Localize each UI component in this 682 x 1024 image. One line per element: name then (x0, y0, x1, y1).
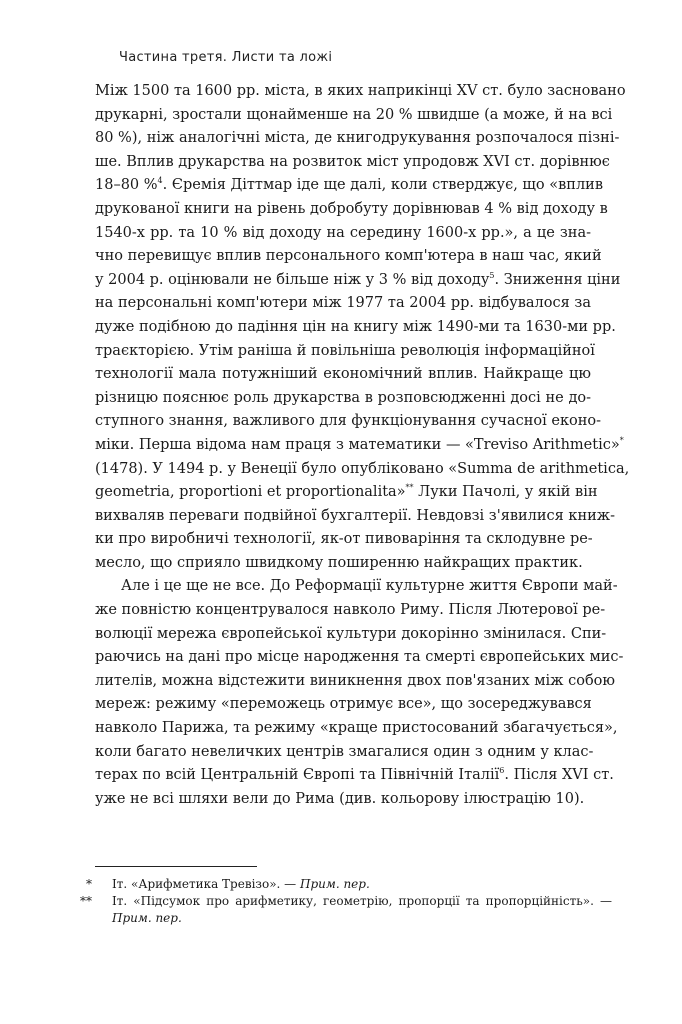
text-line: технології мала потужніший економічний вплив. Найкраще цю (95, 366, 591, 383)
text-line: волюції мережа європейської культури докорінно змінилася. Спи- (95, 625, 607, 642)
text-line: друкарні, зростали щонайменше на 20 % швидше (а може, й на всі (95, 106, 613, 123)
footnote-line (112, 876, 612, 893)
text-line: ки про виробничі технології, як-от пивоваріння та склодувне ре- (95, 531, 593, 548)
footnotes (72, 876, 612, 927)
text-line: різницю пояснює роль друкарства в розповсюдженні досі не до- (95, 389, 591, 406)
text-line: мереж: режиму «переможець отримує все», що зосереджувався (95, 696, 592, 713)
text-line: ступного знання, важливого для функціонування сучасної еконо- (95, 413, 602, 430)
footnote-body (112, 876, 612, 893)
footnote-ref-1: * (619, 436, 624, 446)
text-fragment: у 2004 р. оцінювали не більше ніж у 3 % від доходу (95, 271, 490, 288)
text-line: 1540-х рр. та 10 % від доходу на середину 1600-х рр.», а це зна- (95, 224, 591, 241)
body-text (95, 80, 630, 811)
footnote-line (112, 910, 612, 927)
text-line (95, 434, 624, 458)
text-line: траєкторією. Утім раніша й повільніша революція інформаційної (95, 342, 595, 359)
translator-note: Прим. пер. (300, 877, 370, 891)
endnote-ref-6: 6 (499, 766, 505, 776)
footnote-separator (95, 866, 257, 867)
text-line: Але і це ще не все. До Реформації культурне життя Європи май- (121, 578, 618, 595)
text-line: ше. Вплив друкарства на розвиток міст упродовж XVI ст. дорівнює (95, 153, 610, 170)
text-line: (1478). У 1494 р. у Венеції було опубліковано «Summa de arithmetica, (95, 460, 630, 477)
endnote-ref-5: 5 (489, 270, 495, 280)
text-line (95, 764, 614, 788)
translator-note: Прим. пер. (112, 911, 182, 925)
text-fragment: . Зниження ціни (494, 271, 621, 288)
text-line: друкованої книги на рівень добробуту дорівнював 4 % від доходу в (95, 200, 608, 217)
text-fragment: 18–80 % (95, 177, 158, 194)
running-head: Частина третя. Листи та ложі (119, 50, 333, 65)
text-fragment: терах по всій Центральній Європі та Північній Італії (95, 767, 500, 784)
text-fragment: . Після XVI ст. (504, 767, 614, 784)
text-fragment: . Єремія Діттмар іде ще далі, коли стверджує, що «вплив (162, 177, 603, 194)
text-line: раючись на дані про місце народження та смерті європейських мис- (95, 649, 624, 666)
text-fragment: Луки Пачолі, у якій він (413, 484, 598, 501)
footnote-text: Іт. «Арифметика Тревізо». — (112, 877, 300, 891)
text-line: же повністю концентрувалося навколо Риму. Після Лютерової ре- (95, 602, 606, 619)
text-line: уже не всі шляхи вели до Рима (див. кольорову ілюстрацію 10). (95, 790, 585, 807)
footnote-mark: ** (80, 894, 92, 908)
paragraph-1 (95, 80, 630, 575)
text-line: вихваляв переваги подвійної бухгалтерії. Невдовзі з'явилися книж- (95, 507, 616, 524)
footnote-mark: * (86, 877, 92, 891)
paragraph-2 (95, 575, 624, 811)
text-line: на персональні комп'ютери між 1977 та 2004 рр. відбувалося за (95, 295, 591, 312)
text-fragment: geometria, proportioni et proportionalita» (95, 484, 406, 501)
footnote-1 (72, 876, 612, 893)
text-line: чно перевищує вплив персонального комп'ютера в наш час, який (95, 248, 602, 265)
text-line: 80 %), ніж аналогічні міста, де книгодрукування розпочалося пізні- (95, 130, 620, 147)
text-line: лителів, можна відстежити виникнення двох пов'язаних між собою (95, 672, 616, 689)
text-fragment: міки. Перша відома нам праця з математики — «Treviso Arithmetic» (95, 436, 620, 453)
footnote-2 (72, 893, 612, 927)
endnote-ref-4: 4 (157, 176, 163, 186)
footnote-body (112, 893, 612, 927)
text-line: Між 1500 та 1600 рр. міста, в яких наприкінці XV ст. було засновано (95, 83, 626, 99)
text-line (95, 269, 621, 293)
footnote-ref-2: ** (405, 483, 414, 493)
text-line: коли багато невеличких центрів змагалися один з одним у клас- (95, 743, 594, 760)
footnote-line: Іт. «Підсумок про арифметику, геометрію, пропорції та пропорційність». — (112, 894, 612, 908)
text-line: навколо Парижа, та режиму «краще пристосований збагачується», (95, 720, 618, 737)
text-line: месло, що сприяло швидкому поширенню найкращих практик. (95, 554, 583, 571)
text-line (95, 174, 603, 198)
text-line: дуже подібною до падіння цін на книгу між 1490-ми та 1630-ми рр. (95, 318, 616, 335)
text-line (95, 481, 598, 505)
